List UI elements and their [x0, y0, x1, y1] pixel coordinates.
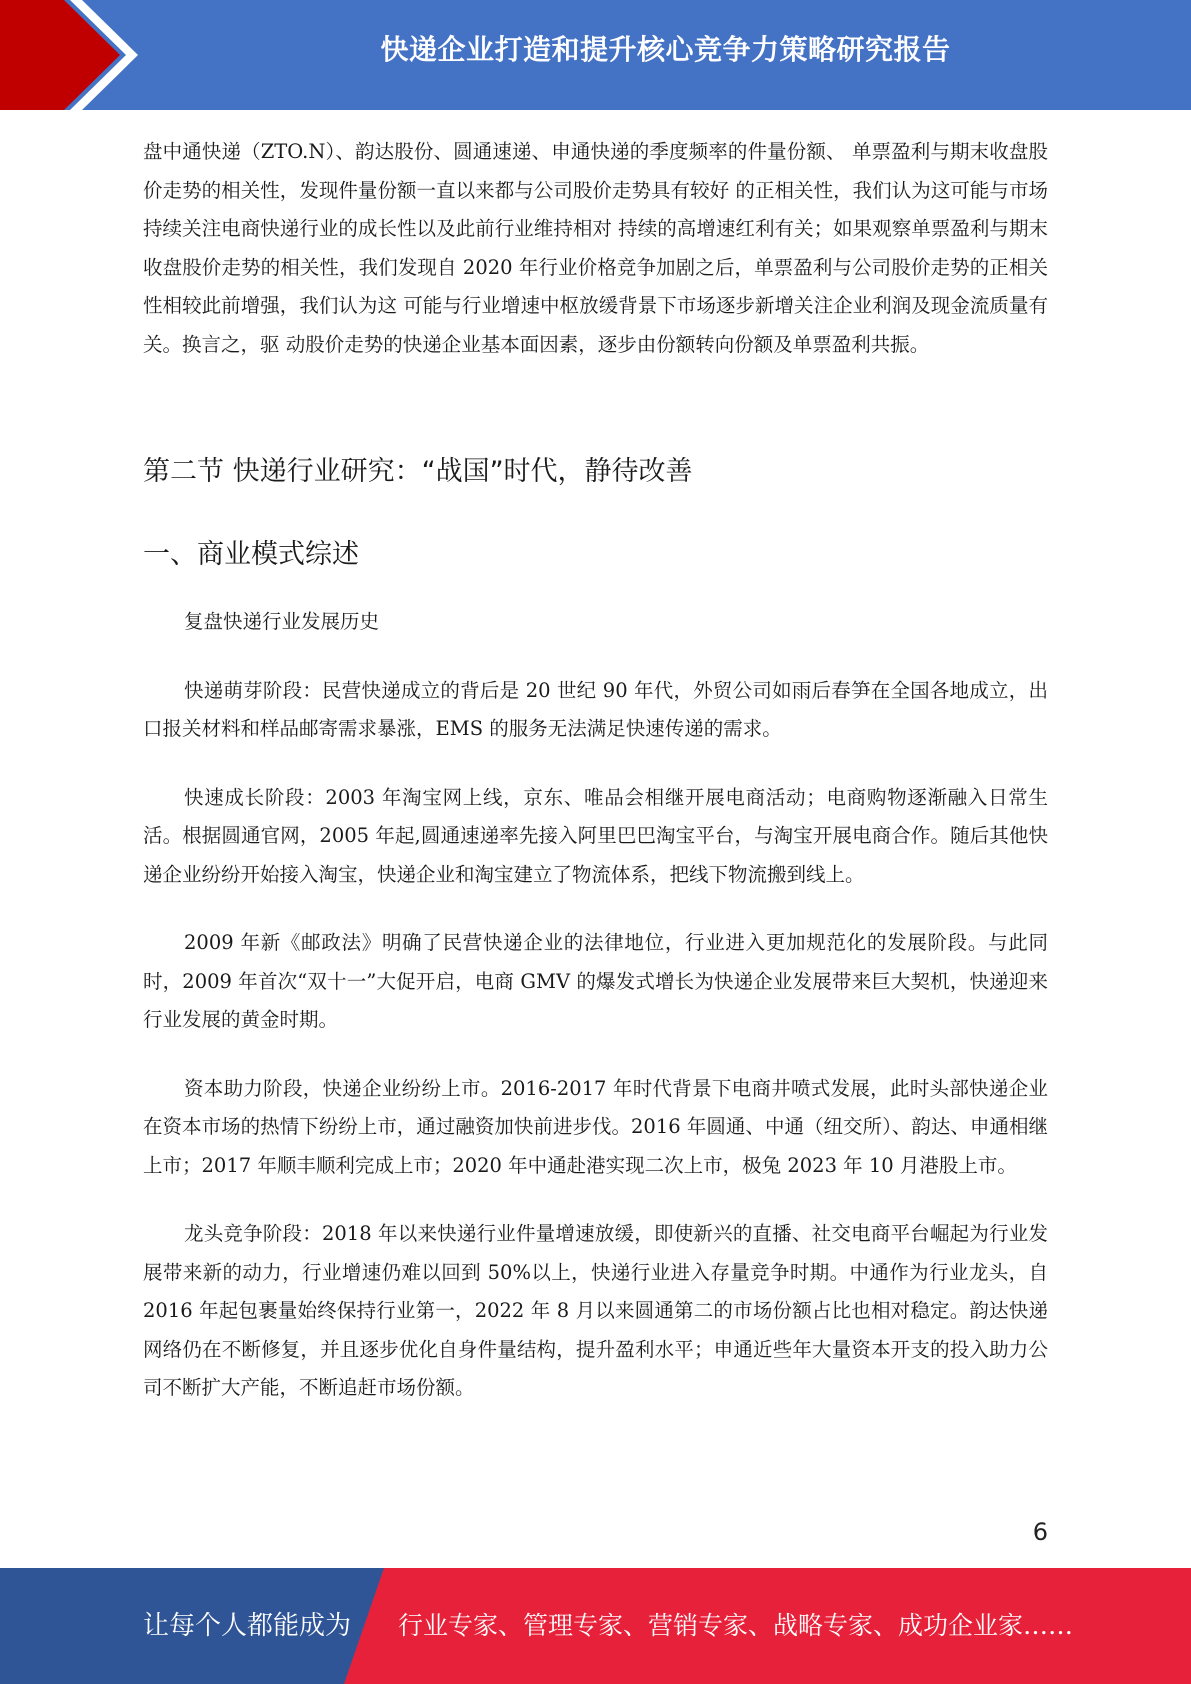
footer-slogan-left: 让每个人都能成为: [143, 1611, 352, 1641]
body-paragraph: 快递萌芽阶段：民营快递成立的背后是 20 世纪 90 年代，外贸公司如雨后春笋在全国各地成立，出口报关材料和样品邮寄需求暴涨，EMS 的服务无法满足快速传递的需求。: [143, 678, 1048, 740]
body-paragraph: 2009 年新《邮政法》明确了民营快递企业的法律地位，行业进入更加规范化的发展阶段。与此同时，2009 年首次“双十一”大促开启，电商 GMV 的爆发式增长为快递企业发展带来巨大契机，快递迎来行业发展的黄金时期。: [143, 931, 1048, 1031]
body-paragraph: 资本助力阶段，快递企业纷纷上市。2016-2017 年时代背景下电商井喷式发展，此时头部快递企业在资本市场的热情下纷纷上市，通过融资加快前进步伐。2016 年圆通、中通（纽交所）、韵达、申通相继上市；2017 年顺丰顺利完成上市；2020 年中通赴港实现二次上市，极兔 2023 年 10 月港股上市。: [143, 1076, 1048, 1177]
page-header: [0, 0, 1191, 110]
header-arrow-decoration: [0, 0, 160, 110]
lead-paragraph: 盘中通快递（ZTO.N）、韵达股份、圆通速递、申通快递的季度频率的件量份额、 单票盈利与期末收盘股价走势的相关性，发现件量份额一直以来都与公司股价走势具有较好 的正相关性，我们认为这可能与市场持续关注电商快递行业的成长性以及此前行业维持相对 持续的高增速红利有关；如果观察单票盈利与期末收盘股价走势的相关性，我们发现自 2020 年行业价格竞争加剧之后，单票盈利与公司股价走势的正相关性相较此前增强，我们认为这 可能与行业增速中枢放缓背景下市场逐步新增关注企业利润及现金流质量有关。换言之，驱 动股价走势的快递企业基本面因素，逐步由份额转向份额及单票盈利共振。: [143, 140, 1048, 356]
body-paragraph: 快速成长阶段：2003 年淘宝网上线，京东、唯品会相继开展电商活动；电商购物逐渐融入日常生活。根据圆通官网，2005 年起,圆通速递率先接入阿里巴巴淘宝平台，与淘宝开展电商合作。随后其他快递企业纷纷开始接入淘宝，快递企业和淘宝建立了物流体系，把线下物流搬到线上。: [143, 785, 1048, 886]
body-paragraph: 龙头竞争阶段：2018 年以来快递行业件量增速放缓，即使新兴的直播、社交电商平台崛起为行业发展带来新的动力，行业增速仍难以回到 50%以上，快递行业进入存量竞争时期。中通作为行业龙头，自 2016 年起包裹量始终保持行业第一，2022 年 8 月以来圆通第二的市场份额占比也相对稳定。韵达快递网络仍在不断修复，并且逐步优化自身件量结构，提升盈利水平；申通近些年大量资本开支的投入助力公司不断扩大产能，不断追赶市场份额。: [143, 1222, 1048, 1399]
page-footer: [0, 1568, 1191, 1684]
subsection-heading: 一、商业模式综述: [143, 539, 359, 570]
page-content: [143, 133, 1048, 1408]
footer-slogan-right: 行业专家、管理专家、营销专家、战略专家、成功企业家……: [398, 1611, 1074, 1640]
page-number: 6: [1032, 1518, 1048, 1546]
subheading: 复盘快递行业发展历史: [184, 610, 380, 633]
report-title: 快递企业打造和提升核心竞争力策略研究报告: [380, 33, 951, 66]
section-heading: 第二节 快递行业研究：“战国”时代，静待改善: [143, 456, 693, 487]
